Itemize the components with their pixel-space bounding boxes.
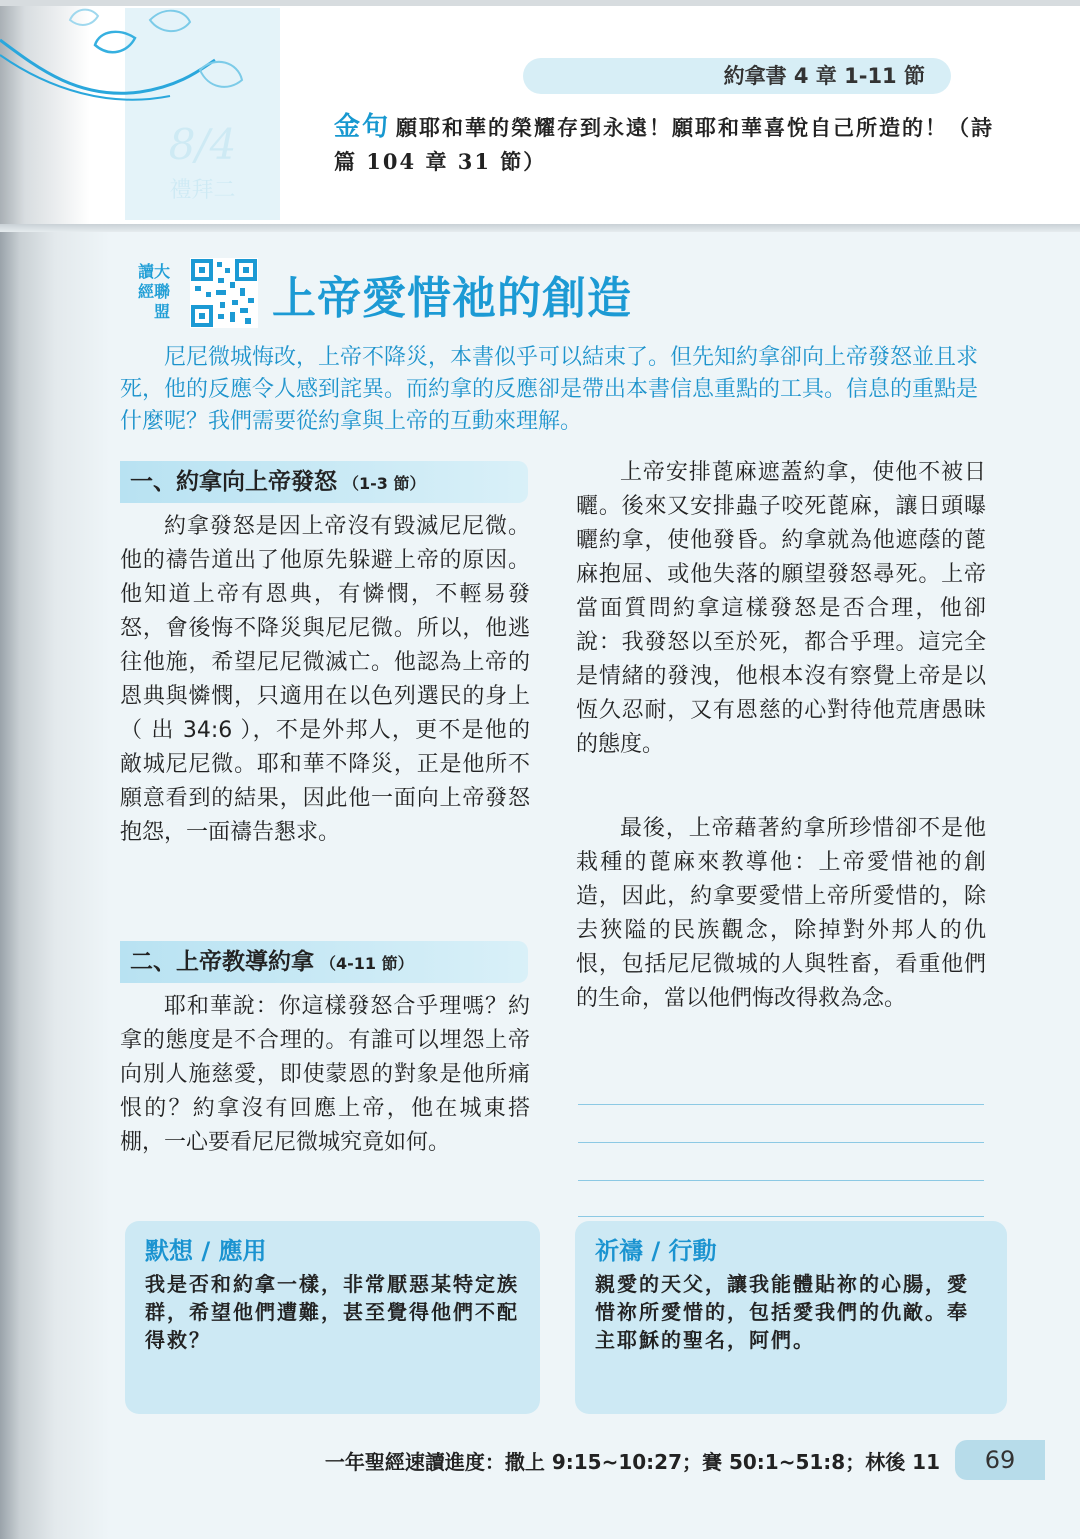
paragraph: 最後，上帝藉著約拿所珍惜卻不是他栽種的蓖麻來教導他：上帝愛惜祂的創造，因此，約拿要愛惜上帝所愛惜的，除去狹隘的民族觀念，除掉對外邦人的仇恨，包括尼尼微城的人與牲畜，看重他們的生命，當以他們悔改得救為念。 <box>576 816 986 1011</box>
meditation-box <box>125 1221 540 1414</box>
section-heading-text: 一、約拿向上帝發怒 <box>130 469 337 495</box>
section-verses: （4-11 節） <box>320 954 414 973</box>
note-line <box>578 1216 984 1217</box>
page-title: 上帝愛惜祂的創造 <box>272 273 632 324</box>
qr-code-icon[interactable] <box>190 258 258 328</box>
golden-verse <box>334 110 994 179</box>
qr-label-line: 盟 <box>138 302 171 321</box>
weekday-text: 禮拜二 <box>169 178 236 203</box>
note-line <box>578 1180 984 1181</box>
header-divider <box>0 224 1080 232</box>
section-heading-2 <box>120 941 528 983</box>
golden-verse-label: 金句 <box>334 112 391 142</box>
scripture-reference: 約拿書 4 章 1-11 節 <box>523 58 951 94</box>
paragraph: 約拿發怒是因上帝沒有毀滅尼尼微。他的禱告道出了他原先躲避上帝的原因。他知道上帝有恩典，有憐憫，不輕易發怒，會後悔不降災與尼尼微。所以，他逃往他施，希望尼尼微滅亡。他認為上帝的恩典與憐憫，只適用在以色列選民的身上（ 出 34:6 ），不是外邦人，更不是他的敵城尼尼微。耶和華不降災，正是他所不願意看到的結果，因此他一面向上帝發怒抱怨，一面禱告懇求。 <box>120 514 530 845</box>
prayer-box <box>575 1221 1007 1414</box>
meditation-text: 我是否和約拿一樣，非常厭惡某特定族群，希望他們遭難，甚至覺得他們不配得救？ <box>145 1272 519 1352</box>
prayer-text: 親愛的天父，讓我能體貼祢的心腸，愛惜祢所愛惜的，包括愛我們的仇敵。奉主耶穌的聖名，阿們。 <box>595 1272 969 1352</box>
golden-verse-text: 願耶和華的榮耀存到永遠！願耶和華喜悅自己所造的！（詩篇 104 章 31 節） <box>334 115 995 174</box>
note-line <box>578 1104 984 1105</box>
prayer-title: 祈禱 / 行動 <box>595 1237 717 1265</box>
section-heading-text: 二、上帝教導約拿 <box>130 949 314 975</box>
right-column-paragraph-2 <box>576 812 986 1016</box>
date-text: 8/4 <box>168 120 237 169</box>
section-verses: （1-3 節） <box>343 474 426 493</box>
reading-progress: 一年聖經速讀進度：撒上 9:15~10:27；賽 50:1~51:8；林後 11 <box>324 1450 940 1474</box>
section-2-body <box>120 990 530 1160</box>
paragraph: 耶和華說：你這樣發怒合乎理嗎？約拿的態度是不合理的。有誰可以埋怨上帝向別人施慈愛，即使蒙恩的對象是他所痛恨的？約拿沒有回應上帝，他在城東搭棚，一心要看尼尼微城究竟如何。 <box>120 994 530 1155</box>
footer <box>0 1440 1080 1484</box>
qr-label-line: 經聯 <box>138 282 171 301</box>
intro-paragraph: 尼尼微城悔改，上帝不降災，本書似乎可以結束了。但先知約拿卻向上帝發怒並且求死，他的反應令人感到詫異。而約拿的反應卻是帶出本書信息重點的工具。信息的重點是什麼呢？我們需要從約拿與上帝的互動來理解。 <box>120 345 979 434</box>
right-column-paragraph-1 <box>576 456 986 762</box>
note-line <box>578 1142 984 1143</box>
section-1-body <box>120 510 530 850</box>
paragraph: 上帝安排蓖麻遮蓋約拿，使他不被日曬。後來又安排蟲子咬死蓖麻，讓日頭曝曬約拿，使他發昏。約拿就為他遮蔭的蓖麻抱屈、或他失落的願望發怒尋死。上帝當面質問約拿這樣發怒是否合理，他卻說：我發怒以至於死，都合乎理。這完全是情緒的發洩，他根本沒有察覺上帝是以恆久忍耐，又有恩慈的心對待他荒唐愚昧的態度。 <box>576 460 986 757</box>
meditation-title: 默想 / 應用 <box>145 1237 267 1265</box>
page-number: 69 <box>955 1440 1045 1480</box>
section-heading-1 <box>120 461 528 503</box>
qr-label-line: 讀大 <box>138 262 171 281</box>
qr-label <box>138 262 190 322</box>
flower-decoration-icon <box>0 0 260 130</box>
